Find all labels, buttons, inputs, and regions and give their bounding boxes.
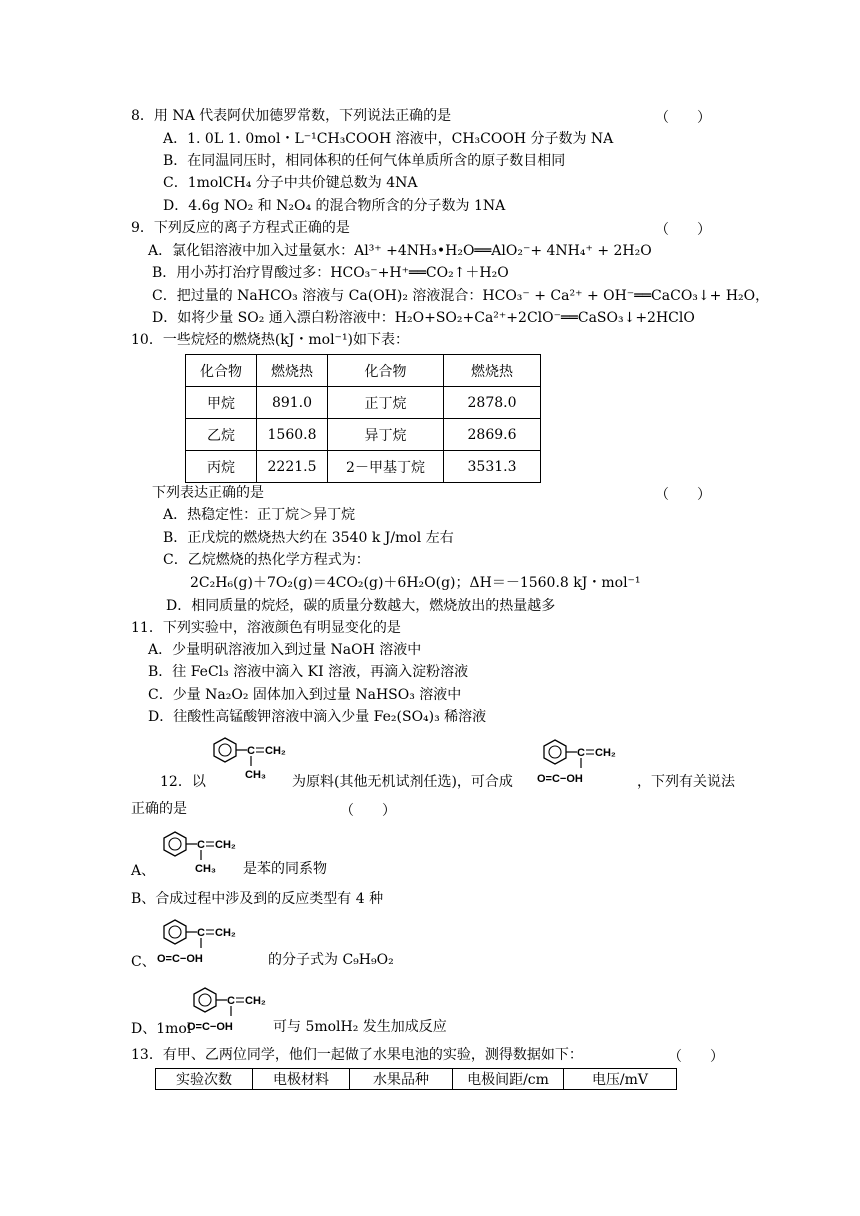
ch2-label: CH₂: [265, 745, 286, 757]
ch3-label: CH₃: [195, 863, 216, 875]
q12-option-a-text: 是苯的同系物: [243, 861, 327, 877]
q11-option-b: B．往 FeCl₃ 溶液中滴入 KI 溶液，再滴入淀粉溶液: [148, 664, 469, 680]
target-acid-structure: [185, 982, 281, 1036]
table-cell: 丙烷: [186, 451, 257, 483]
methylstyrene-structure: [205, 732, 295, 786]
q12-answer-bracket: （ ）: [340, 803, 396, 819]
methylstyrene-structure: [155, 826, 245, 880]
q9-option-b: B．用小苏打治疗胃酸过多：HCO₃⁻+H⁺══CO₂↑＋H₂O: [152, 265, 509, 281]
cooh-label: O=C−OH: [157, 953, 203, 965]
q12-option-d-label: D、1mol: [131, 1021, 192, 1037]
cooh-label: O=C−OH: [537, 773, 583, 785]
q10-answer-bracket: （ ）: [655, 487, 711, 503]
table-cell: 2－甲基丁烷: [328, 451, 444, 483]
table-header: 水果品种: [350, 1069, 453, 1090]
ch2-label: CH₂: [215, 927, 236, 939]
target-acid-structure: [155, 914, 251, 968]
q12-text-4: 正确的是: [131, 801, 187, 817]
q10-sub-stem: 下列表达正确的是: [152, 485, 264, 501]
q11-option-d: D．往酸性高锰酸钾溶液中滴入少量 Fe₂(SO₄)₃ 稀溶液: [148, 709, 487, 725]
q8-option-a: A．1. 0L 1. 0mol・L⁻¹CH₃COOH 溶液中，CH₃COOH 分子数为 NA: [163, 131, 614, 147]
table-cell: 2221.5: [257, 451, 328, 483]
q10-stem: 10．一些烷烃的燃烧热(kJ・mol⁻¹)如下表：: [131, 332, 410, 348]
table-header: 燃烧热: [444, 355, 541, 387]
q12-text-3: ，下列有关说法: [637, 774, 735, 790]
table-cell: 3531.3: [444, 451, 541, 483]
ch2-label: CH₂: [215, 839, 236, 851]
q8-option-b: B．在同温同压时，相同体积的任何气体单质所含的原子数目相同: [163, 153, 566, 169]
q13-stem: 13．有甲、乙两位同学，他们一起做了水果电池的实验，测得数据如下：: [131, 1047, 583, 1063]
svg-text:C: C: [197, 927, 205, 939]
table-cell: 乙烷: [186, 419, 257, 451]
q9-option-a: A．氯化铝溶液中加入过量氨水：Al³⁺ +4NH₃•H₂O══AlO₂⁻+ 4NH₄⁺ + 2H₂O: [148, 243, 652, 259]
q12-option-a-label: A、: [131, 863, 156, 879]
table-cell: 甲烷: [186, 387, 257, 419]
heat-of-combustion-table: [185, 354, 541, 483]
svg-text:C: C: [247, 745, 255, 757]
q10-option-a: A．热稳定性：正丁烷＞异丁烷: [163, 507, 356, 523]
table-cell: 891.0: [257, 387, 328, 419]
q9-answer-bracket: （ ）: [655, 222, 711, 238]
svg-text:C: C: [227, 995, 235, 1007]
q10-option-c-equation: 2C₂H₆(g)＋7O₂(g)＝4CO₂(g)＋6H₂O(g)；ΔH＝－1560.8 kJ・mol⁻¹: [190, 575, 641, 591]
ch2-label: CH₂: [595, 747, 616, 759]
table-cell: 2869.6: [444, 419, 541, 451]
table-header: 化合物: [328, 355, 444, 387]
table-header: 电极间距/cm: [453, 1069, 564, 1090]
q11-option-c: C．少量 Na₂O₂ 固体加入到过量 NaHSO₃ 溶液中: [148, 687, 462, 703]
q9-stem: 9．下列反应的离子方程式正确的是: [131, 220, 350, 236]
q12-text-2: 为原料(其他无机试剂任选)，可合成: [292, 774, 513, 790]
table-cell: 异丁烷: [328, 419, 444, 451]
ch3-label: CH₃: [245, 769, 266, 781]
table-cell: 正丁烷: [328, 387, 444, 419]
target-acid-structure: [535, 734, 631, 788]
q9-option-c: C．把过量的 NaHCO₃ 溶液与 Ca(OH)₂ 溶液混合：HCO₃⁻ + Ca²⁺ + OH⁻══CaCO₃↓+ H₂O，: [152, 288, 770, 304]
q8-option-d: D．4.6g NO₂ 和 N₂O₄ 的混合物所含的分子数为 1NA: [163, 198, 506, 214]
q8-answer-bracket: （ ）: [655, 110, 711, 126]
q12-option-b: B、合成过程中涉及到的反应类型有 4 种: [131, 891, 384, 907]
q12-text-1: 12．以: [160, 774, 206, 790]
q12-option-c-label: C、: [131, 954, 156, 970]
svg-text:C: C: [197, 839, 205, 851]
table-header: 电极材料: [253, 1069, 350, 1090]
q8-stem: 8．用 NA 代表阿伏加德罗常数，下列说法正确的是: [131, 108, 452, 124]
table-header: 电压/mV: [564, 1069, 677, 1090]
table-header: 化合物: [186, 355, 257, 387]
table-cell: 2878.0: [444, 387, 541, 419]
q13-answer-bracket: （ ）: [668, 1049, 724, 1065]
q10-option-c: C．乙烷燃烧的热化学方程式为：: [163, 552, 370, 568]
q8-option-c: C．1molCH₄ 分子中共价键总数为 4NA: [163, 175, 418, 191]
cooh-label: O=C−OH: [187, 1021, 233, 1033]
q12-option-d-text: 可与 5molH₂ 发生加成反应: [273, 1019, 447, 1035]
q11-option-a: A．少量明矾溶液加入到过量 NaOH 溶液中: [148, 642, 422, 658]
table-cell: 1560.8: [257, 419, 328, 451]
fruit-battery-table: [155, 1068, 677, 1090]
ch2-label: CH₂: [245, 995, 266, 1007]
table-header: 燃烧热: [257, 355, 328, 387]
q10-option-d: D．相同质量的烷烃，碳的质量分数越大，燃烧放出的热量越多: [166, 598, 556, 614]
q12-option-c-text: 的分子式为 C₉H₉O₂: [268, 952, 394, 968]
q9-option-d: D．如将少量 SO₂ 通入漂白粉溶液中：H₂O+SO₂+Ca²⁺+2ClO⁻══CaSO₃↓+2HClO: [152, 310, 695, 326]
svg-text:C: C: [577, 747, 585, 759]
q11-stem: 11．下列实验中，溶液颜色有明显变化的是: [131, 620, 401, 636]
q10-option-b: B．正戊烷的燃烧热大约在 3540 k J/mol 左右: [163, 530, 454, 546]
table-header: 实验次数: [156, 1069, 253, 1090]
